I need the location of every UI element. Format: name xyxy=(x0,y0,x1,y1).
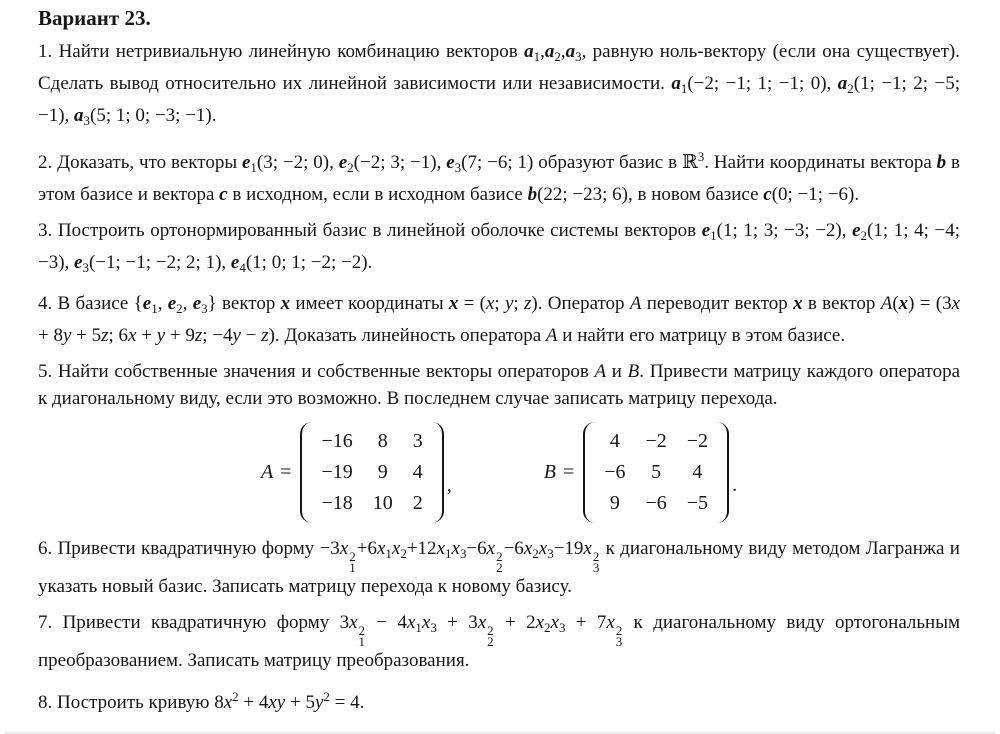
math-variable: A xyxy=(545,325,558,346)
math-variable: x xyxy=(535,612,545,633)
problem-paragraph xyxy=(38,143,960,208)
text-run: , xyxy=(157,293,168,314)
math-variable: x xyxy=(339,538,349,559)
right-paren xyxy=(717,422,729,523)
subscript: 3 xyxy=(459,546,467,561)
subscript: 1 xyxy=(151,301,158,316)
matrix-cell: 2 xyxy=(412,492,423,514)
vector-variable: e xyxy=(167,293,177,314)
right-paren xyxy=(432,422,444,523)
text-run: (−2; −1; 1; −1; 0), xyxy=(687,73,838,94)
text-run: в вектор xyxy=(802,293,881,314)
matrix-cell: −16 xyxy=(321,430,353,452)
text-run: и найти его матрицу в этом базисе. xyxy=(557,325,846,346)
math-variable: x xyxy=(951,293,961,314)
vector-variable: c xyxy=(219,184,228,205)
problem-paragraph xyxy=(38,535,960,600)
math-variable: x xyxy=(477,612,487,633)
sub-sup-stack xyxy=(593,551,600,573)
vector-variable: a xyxy=(74,105,84,126)
vector-variable: a xyxy=(524,41,534,62)
superscript: 2 xyxy=(323,689,330,704)
text-run: в этом базисе и вектора xyxy=(38,152,960,205)
text-run: −6 xyxy=(466,538,487,559)
matrix-cell: 8 xyxy=(377,430,388,452)
text-run: имеет координаты xyxy=(290,293,449,314)
problems-container xyxy=(38,38,960,716)
subscript: 3 xyxy=(430,620,437,635)
subscript: 2 xyxy=(487,634,494,649)
matrix-a xyxy=(261,422,452,523)
subscript: 2 xyxy=(860,228,868,243)
text-run: −19 xyxy=(553,538,584,559)
math-variable: y xyxy=(232,325,241,346)
vector-variable: x xyxy=(280,293,291,314)
subscript: 3 xyxy=(83,113,91,128)
math-variable: A xyxy=(629,293,642,314)
superscript: 2 xyxy=(615,623,623,638)
matrix-cell: 9 xyxy=(377,461,388,483)
subscript: 1 xyxy=(415,620,422,635)
text-run: } вектор xyxy=(207,293,281,314)
text-run: +6 xyxy=(356,538,377,559)
text-run: (7; −6; 1) образуют базис в xyxy=(461,152,682,173)
math-variable: z xyxy=(194,325,203,346)
text-run: и xyxy=(606,361,628,382)
math-variable: A xyxy=(880,293,893,314)
math-variable: y xyxy=(314,692,324,713)
matrix-grid xyxy=(598,422,714,523)
text-run: в исходном, если в исходном базисе xyxy=(227,184,528,205)
text-run: ) = (3 xyxy=(908,293,952,314)
text-run: − xyxy=(240,325,262,346)
subscript: 1 xyxy=(358,634,366,649)
subscript: 3 xyxy=(201,301,208,316)
superscript: 2 xyxy=(496,549,503,564)
text-run: (3; −2; 0), xyxy=(256,152,339,173)
text-run: ). Доказать линейность оператора xyxy=(268,325,546,346)
math-variable: x xyxy=(436,538,445,559)
text-run: + 2 xyxy=(494,612,536,633)
superscript: 2 xyxy=(232,689,239,704)
matrix-cell: 4 xyxy=(412,461,423,483)
matrix-cell: 3 xyxy=(412,430,423,452)
sub-sup-stack xyxy=(616,625,623,647)
subscript: 3 xyxy=(592,560,600,575)
text-run: − 4 xyxy=(366,612,407,633)
text-run: (−2; 3; −1), xyxy=(353,152,447,173)
matrix-cell: 9 xyxy=(609,492,620,514)
text-run: (−1; −1; −2; 2; 1), xyxy=(88,252,231,273)
subscript: 3 xyxy=(558,620,566,635)
text-run: переводит вектор xyxy=(641,293,794,314)
math-variable: x xyxy=(606,612,615,633)
text-run: + 5 xyxy=(71,325,102,346)
subscript: 1 xyxy=(445,546,452,561)
text-run: , xyxy=(540,41,545,62)
vector-variable: a xyxy=(671,73,681,94)
text-run: = 4. xyxy=(329,692,365,713)
text-run: ( xyxy=(892,293,899,314)
superscript: 2 xyxy=(358,623,366,638)
math-variable: z xyxy=(261,325,269,346)
math-variable: y xyxy=(62,325,72,346)
text-run: + 9 xyxy=(165,325,195,346)
text-run: 2. Доказать, что векторы xyxy=(38,152,242,173)
problem-paragraph xyxy=(38,358,960,412)
vector-variable: e xyxy=(338,152,348,173)
text-run: ; 6 xyxy=(108,325,129,346)
text-run: (1; 0; 1; −2; −2). xyxy=(245,252,373,273)
text-run: к диагональному виду методом Лагранжа и указать новый базис. Записать матрицу перехода к новому базису. xyxy=(38,538,960,597)
vector-variable: e xyxy=(852,220,861,241)
text-run: , xyxy=(182,293,193,314)
vector-variable: e xyxy=(230,252,240,273)
subscript: 2 xyxy=(347,160,354,175)
vector-variable: e xyxy=(192,293,202,314)
subscript: 2 xyxy=(400,546,407,561)
matrix-cell: −18 xyxy=(321,492,353,514)
math-variable: x xyxy=(128,325,137,346)
math-variable: A xyxy=(594,361,607,382)
vector-variable: a xyxy=(837,73,848,94)
text-run: ; xyxy=(494,293,505,314)
vector-variable: b xyxy=(527,184,538,205)
matrix-cell: 5 xyxy=(651,461,662,483)
text-run: + 8 xyxy=(38,325,63,346)
text-run: + 3 xyxy=(436,612,478,633)
text-run: (1; 1; 3; −3; −2), xyxy=(716,220,853,241)
math-variable: x xyxy=(538,538,548,559)
matrix-cell: 4 xyxy=(609,430,620,452)
math-variable: x xyxy=(406,612,416,633)
superscript: 2 xyxy=(592,549,600,564)
subscript: 1 xyxy=(710,228,717,243)
problem-paragraph xyxy=(38,609,960,674)
math-variable: xy xyxy=(268,692,286,713)
text-run: 6. Привести квадратичную форму −3 xyxy=(38,538,340,559)
text-run: ). Оператор xyxy=(531,293,630,314)
matrices-display xyxy=(38,422,960,523)
math-variable: x xyxy=(223,692,233,713)
text-run: (5; 1; 0; −3; −1). xyxy=(90,105,217,126)
text-run: + 7 xyxy=(565,612,607,633)
math-variable: x xyxy=(486,538,496,559)
text-run: . Привести матрицу каждого оператора к диагональному виду, если это возможно. В последнем случае записать матрицу перехода. xyxy=(38,361,961,409)
subscript: 4 xyxy=(239,260,246,275)
sub-sup-stack xyxy=(349,551,356,573)
matrix-cell: −2 xyxy=(686,430,709,452)
text-run: + xyxy=(136,325,157,346)
text-run: к диагональному виду ортогональным преобразованием. Записать матрицу преобразования. xyxy=(38,612,961,671)
vector-variable: e xyxy=(701,220,711,241)
subscript: 3 xyxy=(575,49,582,64)
math-variable: x xyxy=(523,538,533,559)
matrix-cell: −5 xyxy=(686,492,709,514)
page-title: Вариант 23. xyxy=(38,6,151,30)
matrix-label: A xyxy=(260,461,274,483)
subscript: 2 xyxy=(496,560,503,575)
sub-sup-stack xyxy=(359,625,366,647)
math-variable: y xyxy=(504,293,514,314)
subscript: 2 xyxy=(847,81,854,96)
sub-sup-stack xyxy=(487,625,494,647)
text-run: , xyxy=(560,41,566,62)
subscript: 3 xyxy=(454,160,462,175)
math-variable: x xyxy=(421,612,431,633)
matrix-cell: 10 xyxy=(372,492,393,514)
text-run: + 5 xyxy=(285,692,315,713)
left-paren xyxy=(583,422,595,523)
blackboard-r: ℝ xyxy=(681,151,698,173)
matrix-cell: −6 xyxy=(604,461,626,483)
subscript: 1 xyxy=(385,546,392,561)
vector-variable: a xyxy=(565,41,576,62)
subscript: 1 xyxy=(533,49,541,64)
vector-variable: e xyxy=(74,252,83,273)
problem-paragraph xyxy=(38,217,960,281)
matrix-b xyxy=(544,422,737,523)
superscript: 2 xyxy=(349,549,356,564)
matrix-cell: −2 xyxy=(645,430,667,452)
problem-paragraph xyxy=(38,683,960,716)
matrix-label: B xyxy=(543,461,556,483)
matrix-cell: −6 xyxy=(645,492,667,514)
subscript: 2 xyxy=(544,620,551,635)
text-run: ; −4 xyxy=(202,325,233,346)
superscript: 2 xyxy=(487,623,494,638)
text-run: 8. Построить кривую 8 xyxy=(38,692,224,713)
superscript: 3 xyxy=(697,149,705,164)
text-run: + 4 xyxy=(238,692,269,713)
subscript: 2 xyxy=(554,49,561,64)
math-variable: x xyxy=(391,538,401,559)
subscript: 3 xyxy=(547,546,554,561)
vector-variable: x xyxy=(898,293,909,314)
subscript: 1 xyxy=(349,560,356,575)
text-run: +12 xyxy=(406,538,437,559)
subscript: 2 xyxy=(176,301,183,316)
matrix-cell: 4 xyxy=(692,461,703,483)
problem-paragraph xyxy=(38,290,960,349)
left-paren xyxy=(300,422,312,523)
vector-variable: x xyxy=(793,293,803,314)
math-variable: x xyxy=(376,538,386,559)
trailing-punctuation: , xyxy=(446,474,452,496)
text-run: ; xyxy=(513,293,524,314)
vector-variable: b xyxy=(936,152,947,173)
subscript: 1 xyxy=(250,160,257,175)
trailing-punctuation: . xyxy=(732,474,738,496)
math-variable: x xyxy=(451,538,460,559)
vector-variable: x xyxy=(448,293,459,314)
text-run: −6 xyxy=(503,538,524,559)
vector-variable: e xyxy=(142,293,152,314)
math-variable: x xyxy=(485,293,495,314)
math-variable: x xyxy=(550,612,559,633)
text-run: 3. Построить ортонормированный базис в линейной оболочке системы векторов xyxy=(38,220,702,241)
math-variable: x xyxy=(349,612,358,633)
equals-sign: = xyxy=(280,461,292,483)
subscript: 1 xyxy=(680,81,688,96)
text-run: (22; −23; 6), в новом базисе xyxy=(537,184,764,205)
text-run: 4. В базисе { xyxy=(38,293,143,314)
text-run: (0; −1; −6). xyxy=(771,184,860,205)
vector-variable: c xyxy=(763,184,772,205)
vector-variable: a xyxy=(544,41,555,62)
text-run: = ( xyxy=(458,293,486,314)
math-variable: z xyxy=(523,293,532,314)
text-run: (1; 1; 4; −4; −3), xyxy=(38,220,960,273)
document-page xyxy=(38,5,960,716)
matrix-grid xyxy=(315,422,428,523)
equals-sign: = xyxy=(562,461,575,483)
vector-variable: e xyxy=(241,152,251,173)
text-run: (1; −1; 2; −5; −1), xyxy=(38,73,960,126)
sub-sup-stack xyxy=(496,551,503,573)
text-run: , равную ноль-вектору (если она существует). Сделать вывод относительно их линейной зависимости или независимости. xyxy=(38,41,960,94)
math-variable: z xyxy=(101,325,109,346)
text-run: 5. Найти собственные значения и собственные векторы операторов xyxy=(38,361,595,382)
math-variable: y xyxy=(156,325,166,346)
subscript: 3 xyxy=(615,634,623,649)
subscript: 3 xyxy=(82,260,89,275)
vector-variable: e xyxy=(446,152,455,173)
subscript: 2 xyxy=(532,546,539,561)
math-variable: B xyxy=(627,361,640,382)
text-run: . Найти координаты вектора xyxy=(704,152,937,173)
matrix-cell: −19 xyxy=(321,461,353,483)
math-variable: x xyxy=(583,538,592,559)
problem-paragraph xyxy=(38,38,960,134)
text-run: 1. Найти нетривиальную линейную комбинацию векторов xyxy=(38,41,525,62)
text-run: 7. Привести квадратичную форму 3 xyxy=(38,612,350,633)
